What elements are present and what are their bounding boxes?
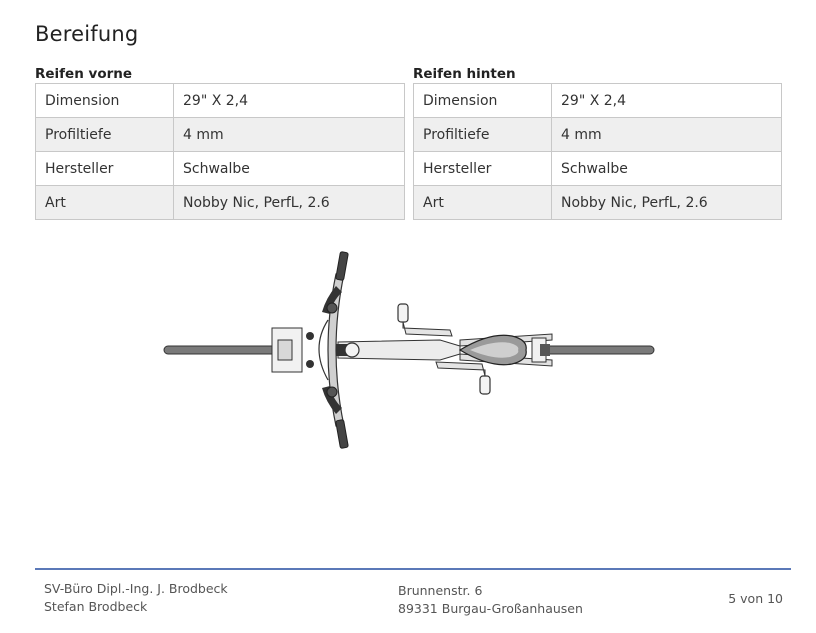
front-tire-section bbox=[35, 65, 405, 220]
footer-address-line2: 89331 Burgau-Großanhausen bbox=[398, 601, 583, 616]
footer-company-line1: SV-Büro Dipl.-Ing. J. Brodbeck bbox=[44, 581, 228, 596]
footer-company-line2: Stefan Brodbeck bbox=[44, 599, 148, 614]
table-value: 4 mm bbox=[552, 118, 782, 152]
grip-bottom bbox=[336, 420, 349, 449]
table-key: Dimension bbox=[36, 84, 174, 118]
table-value: 29" X 2,4 bbox=[552, 84, 782, 118]
table-row bbox=[36, 152, 405, 186]
table-key: Hersteller bbox=[414, 152, 552, 186]
table-key: Art bbox=[414, 186, 552, 220]
grip-top bbox=[336, 252, 349, 281]
footer-address bbox=[398, 582, 583, 618]
table-value: Schwalbe bbox=[174, 152, 405, 186]
table-value: 4 mm bbox=[174, 118, 405, 152]
bicycle-top-view-diagram bbox=[160, 248, 660, 453]
rear-tire-section bbox=[413, 65, 782, 220]
table-row bbox=[414, 186, 782, 220]
table-key: Profiltiefe bbox=[414, 118, 552, 152]
table-row bbox=[414, 84, 782, 118]
table-value: Nobby Nic, PerfL, 2.6 bbox=[552, 186, 782, 220]
rear-tire bbox=[538, 346, 654, 354]
table-key: Art bbox=[36, 186, 174, 220]
table-row bbox=[36, 186, 405, 220]
footer-address-line1: Brunnenstr. 6 bbox=[398, 583, 483, 598]
table-row bbox=[414, 118, 782, 152]
table-key: Hersteller bbox=[36, 152, 174, 186]
rear-tire-table bbox=[413, 83, 782, 220]
table-key: Dimension bbox=[414, 84, 552, 118]
table-value: Nobby Nic, PerfL, 2.6 bbox=[174, 186, 405, 220]
pedal-left bbox=[398, 304, 408, 322]
front-tire-heading: Reifen vorne bbox=[35, 66, 133, 82]
table-row bbox=[414, 152, 782, 186]
footer-page-number: 5 von 10 bbox=[728, 591, 783, 606]
front-tire bbox=[164, 346, 290, 354]
footer-company bbox=[44, 580, 228, 616]
table-value: 29" X 2,4 bbox=[174, 84, 405, 118]
table-row bbox=[36, 118, 405, 152]
table-row bbox=[36, 84, 405, 118]
table-value: Schwalbe bbox=[552, 152, 782, 186]
rear-tire-heading: Reifen hinten bbox=[413, 66, 516, 82]
footer-rule bbox=[35, 568, 791, 570]
table-key: Profiltiefe bbox=[36, 118, 174, 152]
pedal-right bbox=[480, 376, 490, 394]
front-tire-table bbox=[35, 83, 405, 220]
page-title: Bereifung bbox=[35, 22, 139, 46]
